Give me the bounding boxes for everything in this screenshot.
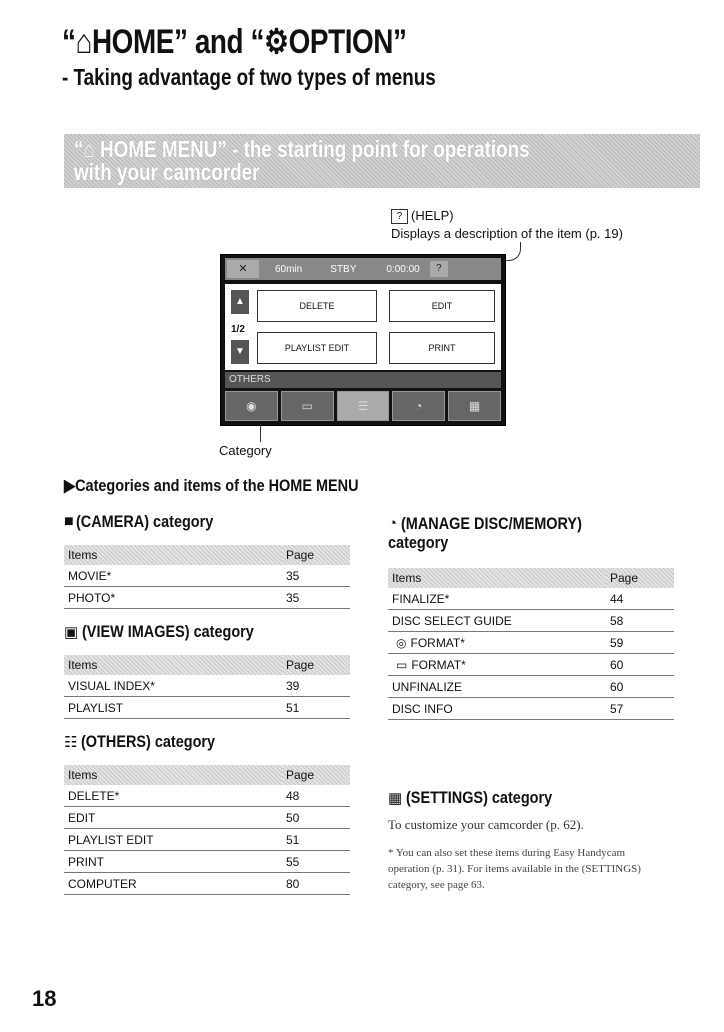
table-row bbox=[388, 632, 674, 654]
manage-disc-category-title: (MANAGE DISC/MEMORY) bbox=[401, 514, 582, 533]
item-cell: COMPUTER bbox=[64, 873, 282, 895]
table-row bbox=[64, 873, 350, 895]
item-cell: DISC INFO bbox=[388, 698, 606, 720]
item-cell: PRINT bbox=[64, 851, 282, 873]
memory-stick-icon: ◎ bbox=[396, 635, 407, 650]
settings-category-title: (SETTINGS) category bbox=[406, 788, 553, 807]
column-header: Page bbox=[606, 568, 674, 588]
item-cell: PLAYLIST EDIT bbox=[64, 829, 282, 851]
view-images-category-block bbox=[64, 622, 350, 719]
home-menu-screen bbox=[220, 254, 506, 426]
table-row bbox=[388, 676, 674, 698]
page-cell: 44 bbox=[606, 588, 674, 610]
item-cell bbox=[388, 632, 606, 654]
column-header: Items bbox=[64, 765, 282, 785]
page-cell: 80 bbox=[282, 873, 350, 895]
manage-disc-category-icon[interactable]: ◔ bbox=[392, 391, 445, 421]
camera-icon: ■ bbox=[64, 512, 74, 530]
page-cell: 59 bbox=[606, 632, 674, 654]
page-cell: 58 bbox=[606, 610, 674, 632]
table-row bbox=[64, 587, 350, 609]
help-label: (HELP) bbox=[411, 208, 454, 223]
banner-text: “⌂ HOME MENU” - the starting point for operations with your camcorder bbox=[74, 136, 530, 185]
mode-indicator: STBY bbox=[330, 263, 357, 275]
item-cell: VISUAL INDEX* bbox=[64, 675, 282, 697]
column-header: Items bbox=[64, 655, 282, 675]
page-indicator: 1/2 bbox=[231, 324, 245, 335]
camera-category-title: (CAMERA) category bbox=[75, 512, 213, 531]
table-row bbox=[64, 697, 350, 719]
home-menu-banner bbox=[64, 134, 700, 188]
category-name-strip: OTHERS bbox=[225, 372, 501, 388]
page-cell: 60 bbox=[606, 654, 674, 676]
help-icon: ? bbox=[391, 209, 408, 224]
others-icon: ☷ bbox=[64, 733, 78, 751]
page-cell: 50 bbox=[282, 807, 350, 829]
settings-icon: ▦ bbox=[388, 789, 403, 807]
page-cell: 60 bbox=[606, 676, 674, 698]
category-icon-bar bbox=[225, 391, 501, 421]
view-images-icon: ▣ bbox=[64, 623, 79, 641]
table-row bbox=[388, 698, 674, 720]
item-cell bbox=[388, 654, 606, 676]
view-images-category-icon[interactable]: ▭ bbox=[281, 391, 334, 421]
footnote: * You can also set these items during Easy Handycam operation (p. 31). For items available in the (SETTINGS) category, see page 63. bbox=[388, 847, 641, 891]
view-images-category-title: (VIEW IMAGES) category bbox=[82, 622, 255, 641]
table-row bbox=[388, 588, 674, 610]
page-cell: 35 bbox=[282, 587, 350, 609]
time-counter: 0:00:00 bbox=[386, 263, 420, 275]
table-row bbox=[64, 675, 350, 697]
page-cell: 55 bbox=[282, 851, 350, 873]
table-row bbox=[388, 610, 674, 632]
column-header: Items bbox=[388, 568, 606, 588]
help-button-icon[interactable]: ? bbox=[430, 261, 448, 277]
view-images-items-table bbox=[64, 655, 350, 719]
help-description: Displays a description of the item (p. 19) bbox=[391, 226, 623, 241]
page-number: 18 bbox=[32, 986, 57, 1011]
camera-items-table bbox=[64, 545, 350, 609]
manage-disc-items-table bbox=[388, 568, 674, 720]
column-header: Items bbox=[64, 545, 282, 565]
others-category-icon[interactable]: ☰ bbox=[337, 391, 390, 421]
playlist-edit-button[interactable]: PLAYLIST EDIT bbox=[257, 332, 377, 364]
column-header: Page bbox=[282, 545, 350, 565]
item-cell: DELETE* bbox=[64, 785, 282, 807]
table-header-row bbox=[64, 765, 350, 785]
internal-memory-icon: ▭ bbox=[396, 657, 408, 672]
camera-category-icon[interactable]: ◉ bbox=[225, 391, 278, 421]
camera-category-block bbox=[64, 512, 350, 609]
item-cell: PLAYLIST bbox=[64, 697, 282, 719]
table-header-row bbox=[64, 655, 350, 675]
scroll-down-icon[interactable]: ▼ bbox=[231, 340, 249, 364]
item-cell: PHOTO* bbox=[64, 587, 282, 609]
manage-disc-icon: ◔ bbox=[388, 515, 398, 532]
table-header-row bbox=[388, 568, 674, 588]
page-subtitle: - Taking advantage of two types of menus bbox=[62, 64, 436, 90]
manage-disc-category-block bbox=[388, 514, 674, 720]
page-cell: 48 bbox=[282, 785, 350, 807]
manage-disc-category-title-line2: category bbox=[388, 533, 449, 552]
battery-indicator: 60min bbox=[275, 263, 303, 275]
table-row bbox=[64, 829, 350, 851]
table-row bbox=[388, 654, 674, 676]
section-heading: ▶Categories and items of the HOME MENU bbox=[64, 476, 359, 495]
column-header: Page bbox=[282, 655, 350, 675]
table-row bbox=[64, 785, 350, 807]
category-callout-line bbox=[260, 424, 261, 442]
column-header: Page bbox=[282, 765, 350, 785]
table-row bbox=[64, 807, 350, 829]
settings-category-block bbox=[388, 788, 688, 893]
others-category-block bbox=[64, 732, 350, 895]
print-button[interactable]: PRINT bbox=[389, 332, 495, 364]
page-title: “⌂HOME” and “⚙OPTION” bbox=[62, 23, 407, 61]
page-cell: 35 bbox=[282, 565, 350, 587]
item-cell: UNFINALIZE bbox=[388, 676, 606, 698]
settings-category-icon[interactable]: ▦ bbox=[448, 391, 501, 421]
page-cell: 51 bbox=[282, 697, 350, 719]
menu-panel bbox=[225, 284, 501, 370]
settings-description: To customize your camcorder (p. 62). bbox=[388, 817, 584, 832]
item-label: FORMAT* bbox=[411, 657, 466, 672]
item-cell: MOVIE* bbox=[64, 565, 282, 587]
table-header-row bbox=[64, 545, 350, 565]
screen-status-bar bbox=[225, 258, 501, 280]
table-row bbox=[64, 565, 350, 587]
item-cell: DISC SELECT GUIDE bbox=[388, 610, 606, 632]
edit-button[interactable]: EDIT bbox=[389, 290, 495, 322]
scroll-up-icon[interactable]: ▲ bbox=[231, 290, 249, 314]
category-label: Category bbox=[219, 443, 272, 458]
item-cell: EDIT bbox=[64, 807, 282, 829]
others-items-table bbox=[64, 765, 350, 895]
page-cell: 39 bbox=[282, 675, 350, 697]
item-cell: FINALIZE* bbox=[388, 588, 606, 610]
page-cell: 57 bbox=[606, 698, 674, 720]
others-category-title: (OTHERS) category bbox=[81, 732, 216, 751]
close-icon[interactable]: ✕ bbox=[227, 260, 259, 278]
item-label: FORMAT* bbox=[410, 635, 465, 650]
delete-button[interactable]: DELETE bbox=[257, 290, 377, 322]
table-row bbox=[64, 851, 350, 873]
page-cell: 51 bbox=[282, 829, 350, 851]
